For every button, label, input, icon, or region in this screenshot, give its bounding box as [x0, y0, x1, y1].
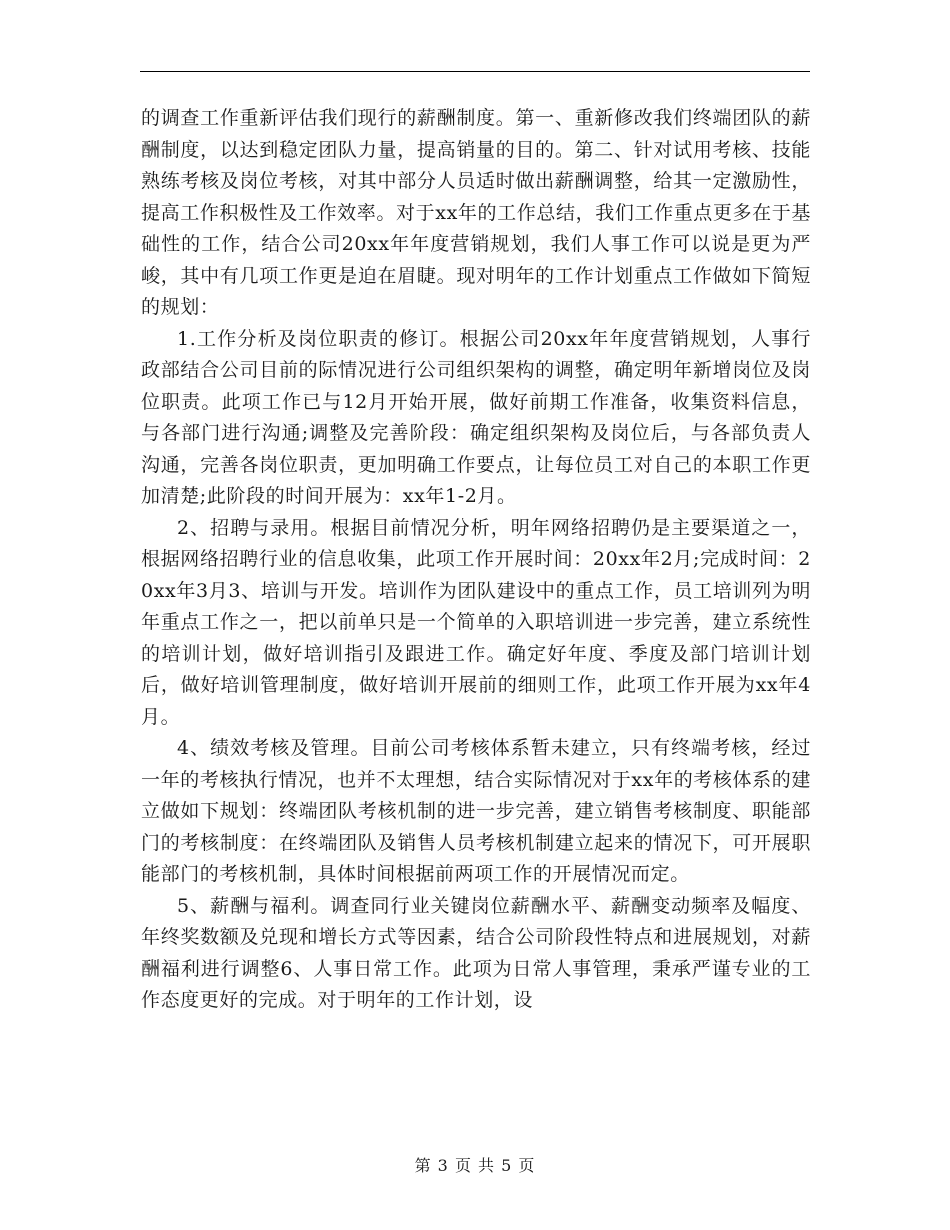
header-rule: [140, 71, 810, 72]
paragraph-compensation: 5、薪酬与福利。调查同行业关键岗位薪酬水平、薪酬变动频率及幅度、年终奖数额及兑现和增长方式等因素，结合公司阶段性特点和进展规划，对薪酬福利进行调整6、人事日常工作。此项为日常人事管理，秉承严谨专业的工作态度更好的完成。对于明年的工作计划，设: [141, 894, 811, 1011]
paragraph-performance: 4、绩效考核及管理。目前公司考核体系暂未建立，只有终端考核，经过一年的考核执行情况，也并不太理想，结合实际情况对于xx年的考核体系的建立做如下规划：终端团队考核机制的进一步完善，建立销售考核制度、职能部门的考核制度：在终端团队及销售人员考核机制建立起来的情况下，可开展职能部门的考核机制，具体时间根据前两项工作的开展情况而定。: [141, 737, 811, 885]
paragraph-intro: 的调查工作重新评估我们现行的薪酬制度。第一、重新修改我们终端团队的薪酬制度，以达到稳定团队力量，提高销量的目的。第二、针对试用考核、技能熟练考核及岗位考核，对其中部分人员适时做出薪酬调整，给其一定激励性，提高工作积极性及工作效率。对于xx年的工作总结，我们工作重点更多在于基础性的工作，结合公司20xx年年度营销规划，我们人事工作可以说是更为严峻，其中有几项工作更是迫在眉睫。现对明年的工作计划重点工作做如下简短的规划：: [141, 107, 811, 318]
page-footer: 第 3 页 共 5 页: [414, 1156, 536, 1175]
paragraph-job-analysis: 1.工作分析及岗位职责的修订。根据公司20xx年年度营销规划，人事行政部结合公司目前的际情况进行公司组织架构的调整，确定明年新增岗位及岗位职责。此项工作已与12月开始开展，做好前期工作准备，收集资料信息，与各部门进行沟通;调整及完善阶段：确定组织架构及岗位后，与各部负责人沟通，完善各岗位职责，更加明确工作要点，让每位员工对自己的本职工作更加清楚;此阶段的时间开展为：xx年1-2月。: [141, 327, 811, 507]
document-body: [141, 103, 811, 1017]
paragraph-recruitment: 2、招聘与录用。根据目前情况分析，明年网络招聘仍是主要渠道之一，根据网络招聘行业的信息收集，此项工作开展时间：20xx年2月;完成时间：20xx年3月3、培训与开发。培训作为团队建设中的重点工作，员工培训列为明年重点工作之一，把以前单只是一个简单的入职培训进一步完善，建立系统性的培训计划，做好培训指引及跟进工作。确定好年度、季度及部门培训计划后，做好培训管理制度，做好培训开展前的细则工作，此项工作开展为xx年4月。: [141, 516, 811, 728]
